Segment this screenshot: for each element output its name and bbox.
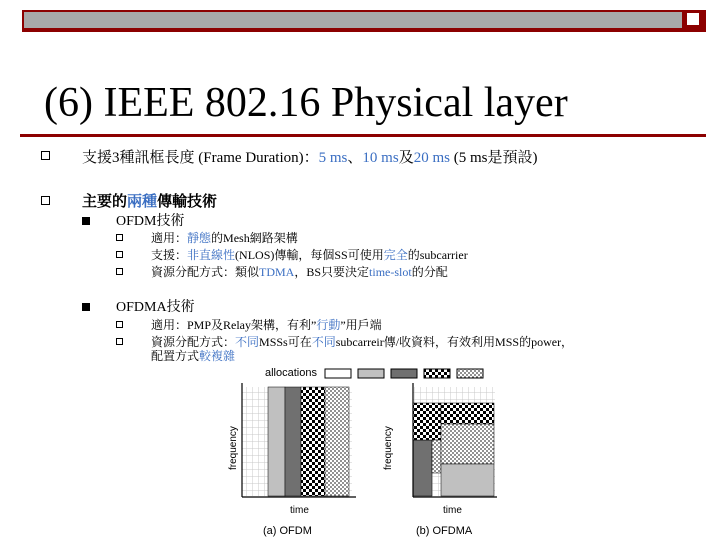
value-10ms: 10 ms (362, 150, 399, 166)
highlight: 行動 (316, 318, 341, 332)
ofdm-heading: OFDM技術 (116, 214, 185, 229)
text: 適用：PMP及Relay架構，有利” (151, 318, 317, 332)
text: 及 (398, 150, 414, 166)
ofdm-block-dark (285, 387, 301, 496)
highlight: time-slot (369, 265, 412, 279)
ofdm-block-checker (301, 387, 325, 496)
legend-checker (424, 369, 450, 378)
text: 適用： (151, 231, 188, 245)
highlight: 完全 (383, 248, 408, 262)
ofdma-block-checker-left (413, 403, 441, 440)
legend-light-gray (358, 369, 384, 378)
text: 的Mesh網路架構 (211, 231, 298, 245)
text: 資源分配方式： (151, 335, 236, 349)
ofdm-ylabel: frequency (228, 426, 239, 470)
text: 支援3種訊框長度 (Frame Duration)： (82, 150, 319, 166)
ofdma-block-dotted-left (432, 440, 441, 473)
text: (5 ms是預設) (449, 150, 538, 166)
slide-title: (6) IEEE 802.16 Physical layer (44, 80, 568, 126)
ofdm-block-light (268, 387, 285, 496)
legend-dark-gray (391, 369, 417, 378)
text: subcarreir傳/收資料，有效利用MSS的power， (335, 335, 574, 349)
text: 配置方式 (151, 349, 200, 363)
text: MSSs可在 (259, 335, 312, 349)
text: ，BS只要決定 (294, 265, 370, 279)
highlight: TDMA (259, 265, 295, 279)
ofdm-block-dotted (325, 387, 349, 496)
legend-white (325, 369, 351, 378)
value-5ms: 5 ms (318, 150, 348, 166)
value-20ms: 20 ms (413, 150, 450, 166)
text: (NLOS)傳輸，每個SS可使用 (235, 248, 384, 262)
ofdma-xlabel: time (443, 505, 462, 516)
ofdma-ylabel: frequency (383, 426, 394, 470)
text: 傳輸技術 (157, 194, 218, 210)
ofdma-heading: OFDMA技術 (116, 300, 195, 315)
highlight: 不同 (311, 335, 336, 349)
ofdma-caption: (b) OFDMA (416, 525, 473, 537)
ofdma-block-dotted-right (441, 424, 494, 464)
ofdma-block-dark (413, 440, 432, 496)
ofdm-chart (228, 383, 356, 537)
highlight: 不同 (235, 335, 260, 349)
text: 的分配 (411, 265, 448, 279)
text: 主要的 (82, 194, 128, 210)
text: 資源分配方式：類似 (151, 265, 260, 279)
text: 的subcarrier (407, 248, 468, 262)
ofdma-chart (383, 383, 497, 537)
highlight-two: 兩種 (127, 194, 158, 210)
ofdma-block-light (441, 464, 494, 496)
text: 、 (347, 150, 363, 166)
highlight: 靜態 (187, 231, 212, 245)
ofdma-block-checker-right (441, 403, 494, 424)
ofdm-xlabel: time (290, 505, 309, 516)
text: 支援： (151, 248, 188, 262)
ofdm-caption: (a) OFDM (263, 525, 312, 537)
highlight: 非直線性 (187, 248, 236, 262)
allocations-label: allocations (265, 367, 317, 379)
legend-dotted (457, 369, 483, 378)
text: ”用戶端 (340, 318, 382, 332)
highlight: 較複雜 (199, 349, 236, 363)
